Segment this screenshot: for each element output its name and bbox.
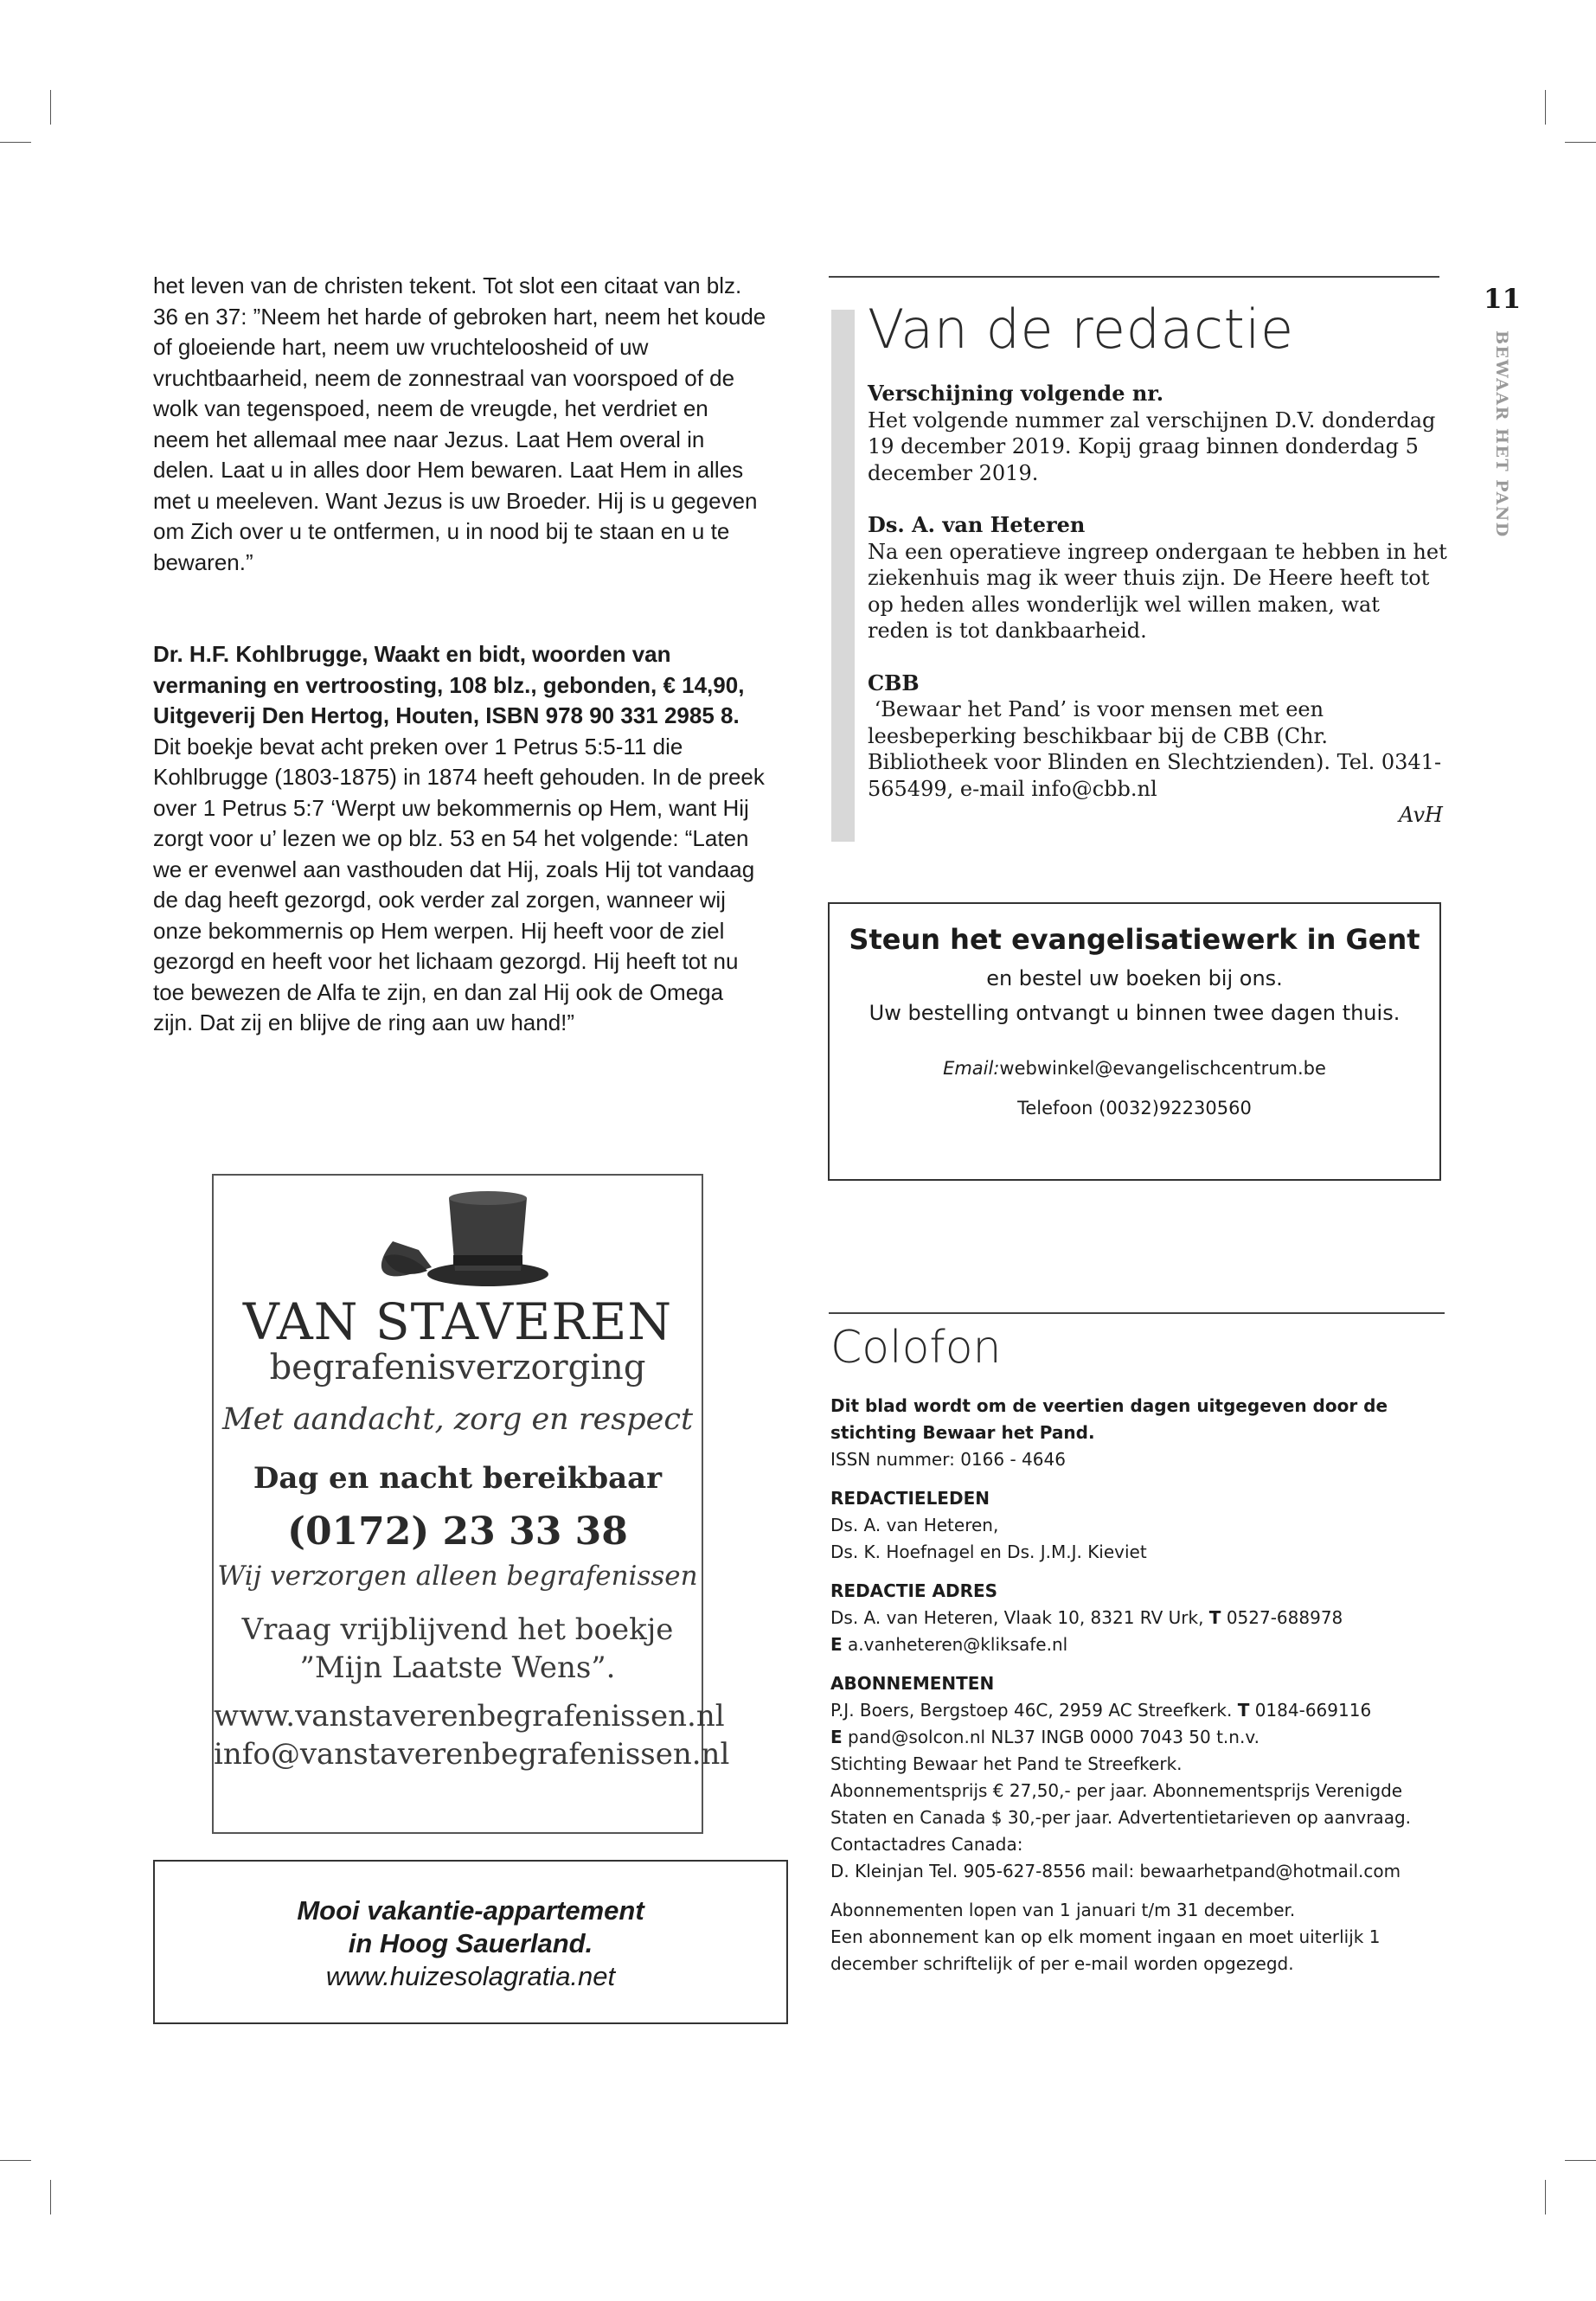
crop-mark <box>1545 2180 1546 2214</box>
colofon-text: Stichting Bewaar het Pand te Streefkerk. <box>830 1753 1183 1774</box>
redactie-text: Het volgende nummer zal verschijnen D.V. donderdag 19 december 2019. Kopij graag binnen donderdag 5 december 2019. <box>868 407 1436 485</box>
colofon-text: a.vanheteren@kliksafe.nl <box>848 1634 1068 1655</box>
colofon-text: Ds. A. van Heteren, <box>830 1515 999 1535</box>
colofon-label: T <box>1208 1607 1221 1628</box>
colofon-text: Een abonnement kan op elk moment ingaan en moet uiterlijk 1 december schriftelijk of per e-mail worden opgezegd. <box>830 1926 1381 1974</box>
redactie-text: Na een operatieve ingreep ondergaan te hebben in het ziekenhuis mag ik weer thuis zijn. De Heere heeft tot op heden alles wonderlijk wel willen maken, wat reden is tot dankbaarheid. <box>868 539 1447 643</box>
colofon-abo-email <box>830 1724 1446 1751</box>
article-left-column <box>153 271 769 1039</box>
colofon-intro: Dit blad wordt om de veertien dagen uitgegeven door de stichting Bewaar het Pand. <box>830 1395 1388 1443</box>
vs-ask-line: ”Mijn Laatste Wens”. <box>299 1650 616 1685</box>
sl-line: in Hoog Sauerland. <box>348 1928 593 1958</box>
crop-mark <box>1565 2160 1596 2161</box>
colofon-abo-address <box>830 1697 1446 1724</box>
crop-mark <box>1545 90 1546 125</box>
colofon-body <box>830 1393 1446 1977</box>
vs-availability: Dag en nacht bereikbaar <box>253 1461 663 1496</box>
colofon-title: Colofon <box>830 1322 1002 1374</box>
sauerland-advertisement <box>153 1860 788 2024</box>
sl-website: www.huizesolagratia.net <box>325 1961 616 1991</box>
gent-advertisement <box>828 902 1441 1181</box>
colofon-label: E <box>830 1727 843 1747</box>
redactie-title: Van de redactie <box>868 298 1294 361</box>
page-number: 11 <box>1484 284 1522 315</box>
gent-ad-email-address: webwinkel@evangelischcentrum.be <box>999 1058 1326 1079</box>
colofon-label: T <box>1237 1700 1250 1721</box>
vs-company-name: VAN STAVEREN <box>242 1292 673 1351</box>
redactie-text: ‘Bewaar het Pand’ is voor mensen met een leesbeperking beschikbaar bij de CBB (Chr. Bibliotheek voor Blinden en Slechtzienden). Tel. 0341- 565499, e-mail info@cbb.nl <box>868 697 1442 801</box>
colofon-text: Ds. K. Hoefnagel en Ds. J.M.J. Kieviet <box>830 1541 1147 1562</box>
colofon-email <box>830 1631 1446 1658</box>
colofon-divider <box>829 1312 1445 1314</box>
vs-subtitle: begrafenisverzorging <box>269 1348 646 1388</box>
gent-ad-line: en bestel uw boeken bij ons. <box>986 966 1283 990</box>
redactie-body <box>868 381 1447 828</box>
colofon-text: Abonnementen lopen van 1 januari t/m 31 december. <box>830 1900 1296 1920</box>
redactie-side-bar <box>831 310 855 842</box>
gent-ad-title: Steun het evangelisatiewerk in Gent <box>849 923 1420 956</box>
quote-paragraph: het leven van de christen tekent. Tot slot een citaat van blz. 36 en 37: ”Neem het harde of gebroken hart, neem het koude of gloeiende hart, neem uw vruchteloosheid of uw vruchtbaarheid, neem de zonnestraal van voorspoed of de wolk van tegenspoed, neem de vreugde, het verdriet en neem het allemaal mee naar Jezus. Laat Hem overal in delen. Laat u in alles door Hem bewaren. Laat Hem in alles met u meeleven. Want Jezus is uw Broeder. Hij is u gegeven om Zich over u te ontfermen, u in nood bij te staan en u te bewaren.” <box>153 272 766 575</box>
colofon-heading: ABONNEMENTEN <box>830 1673 995 1694</box>
book-title: Dr. H.F. Kohlbrugge, Waakt en bidt, woorden van vermaning en vertroosting, 108 blz., gebonden, € 14,90, Uitgeverij Den Hertog, Houten, ISBN 978 90 331 2985 8. <box>153 641 745 728</box>
colofon-text: P.J. Boers, Bergstoep 46C, 2959 AC Streefkerk. <box>830 1700 1233 1721</box>
running-head: BEWAAR HET PAND <box>1492 330 1511 538</box>
top-hat-icon <box>358 1181 557 1293</box>
crop-mark <box>50 2180 51 2214</box>
crop-mark <box>50 90 51 125</box>
vs-email: info@vanstaverenbegrafenissen.nl <box>214 1737 730 1772</box>
colofon-text: Contactadres Canada: <box>830 1834 1023 1855</box>
colofon-label: E <box>830 1634 843 1655</box>
colofon-text: pand@solcon.nl NL37 INGB 0000 7043 50 t.n.v. <box>848 1727 1259 1747</box>
colofon-heading: REDACTIELEDEN <box>830 1488 990 1509</box>
colofon-issn: ISSN nummer: 0166 - 4646 <box>830 1449 1066 1470</box>
crop-mark <box>0 142 31 143</box>
colofon-text: 0527-688978 <box>1226 1607 1343 1628</box>
vs-only-line: Wij verzorgen alleen begrafenissen <box>217 1561 698 1592</box>
vs-motto: Met aandacht, zorg en respect <box>221 1402 694 1437</box>
colofon-text: Ds. A. van Heteren, Vlaak 10, 8321 RV Urk, <box>830 1607 1204 1628</box>
redactie-heading: Verschijning volgende nr. <box>868 381 1164 406</box>
redactie-divider <box>829 276 1439 278</box>
gent-ad-line: Uw bestelling ontvangt u binnen twee dagen thuis. <box>869 1001 1401 1025</box>
vs-website: www.vanstaverenbegrafenissen.nl <box>214 1699 725 1734</box>
crop-mark <box>1565 142 1596 143</box>
van-staveren-advertisement <box>212 1174 730 1834</box>
vs-phone: (0172) 23 33 38 <box>287 1509 628 1554</box>
crop-mark <box>0 2160 31 2161</box>
redactie-heading: CBB <box>868 670 920 695</box>
colofon-text: Abonnementsprijs € 27,50,- per jaar. Abonnementsprijs Verenigde Staten en Canada $ 30,-per jaar. Advertentietarieven op aanvraag. <box>830 1780 1411 1828</box>
vs-ask-line: Vraag vrijblijvend het boekje <box>241 1612 674 1647</box>
gent-ad-email <box>830 1058 1439 1079</box>
redactie-signature: AvH <box>1399 803 1443 827</box>
gent-ad-phone: Telefoon (0032)92230560 <box>1017 1098 1252 1118</box>
gent-ad-email-label: Email: <box>943 1058 1000 1079</box>
redactie-heading: Ds. A. van Heteren <box>868 512 1086 537</box>
colofon-address <box>830 1605 1446 1631</box>
colofon-text: 0184-669116 <box>1254 1700 1372 1721</box>
colofon-text: D. Kleinjan Tel. 905-627-8556 mail: bewaarhetpand@hotmail.com <box>830 1861 1401 1881</box>
review-paragraph: Dit boekje bevat acht preken over 1 Petrus 5:5-11 die Kohlbrugge (1803-1875) in 1874 heeft gehouden. In de preek over 1 Petrus 5:7 ‘Werpt uw bekommernis op Hem, want Hij zorgt voor u’ lezen we op blz. 53 en 54 het volgende: “Laten we er evenwel aan vasthouden dat Hij, zoals Hij tot vandaag de dag heeft gezorgd, ook verder zal zorgen, wanneer wij onze bekommernis op Hem werpen. Hij heeft voor de ziel gezorgd en heeft voor het lichaam gezorgd. Hij heeft tot nu toe bewezen de Alfa te zijn, en dan zal Hij ook de Omega zijn. Dat zij en blijve de ring aan uw hand!” <box>153 733 765 1035</box>
colofon-heading: REDACTIE ADRES <box>830 1580 998 1601</box>
sl-line: Mooi vakantie-appartement <box>297 1895 644 1926</box>
